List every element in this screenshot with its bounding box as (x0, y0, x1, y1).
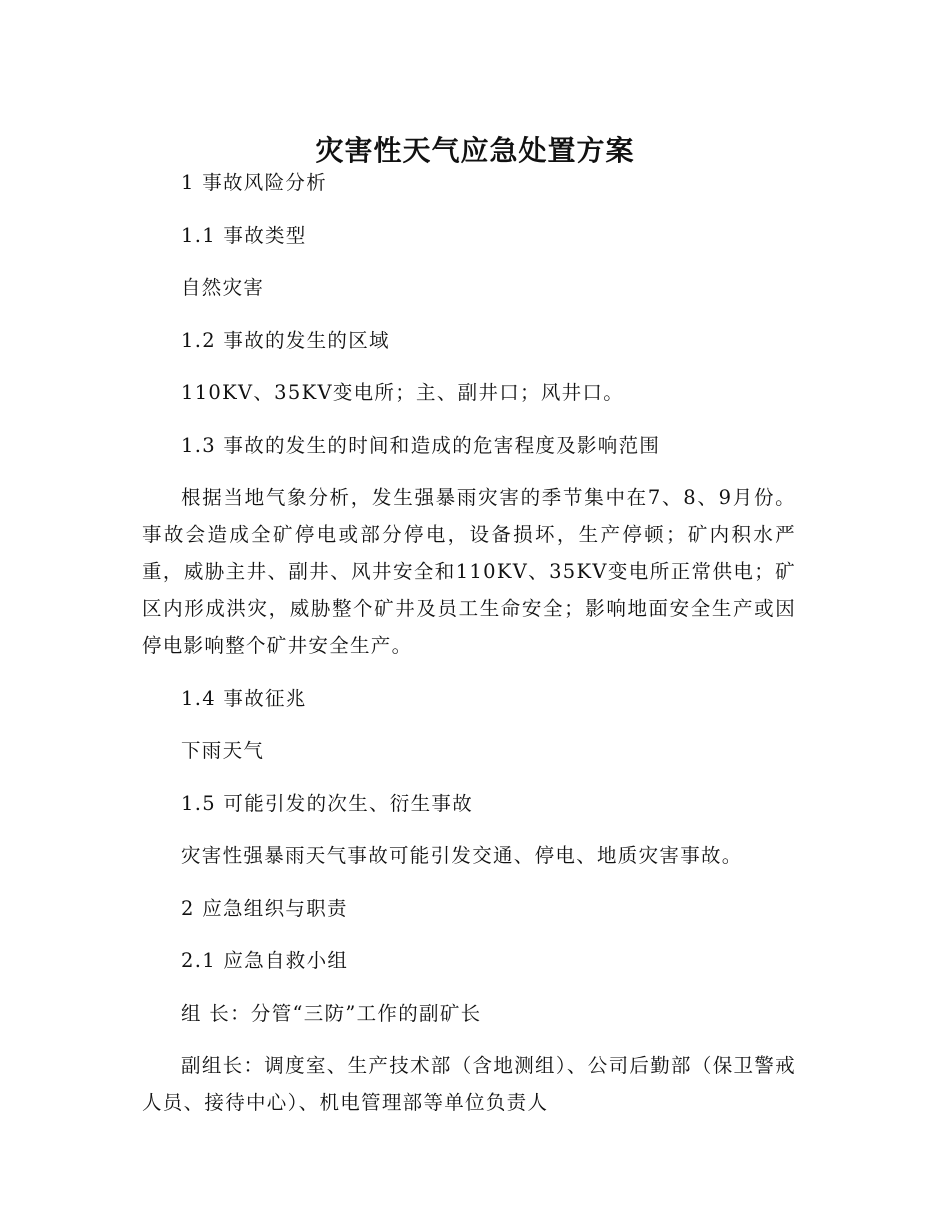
paragraph-hazard-scope: 根据当地气象分析，发生强暴雨灾害的季节集中在7、8、9月份。事故会造成全矿停电或部分停电，设备损坏，生产停顿；矿内积水严重，威胁主井、副井、风井安全和110KV、35KV变电所正常供电；矿区内形成洪灾，威胁整个矿井及员工生命安全；影响地面安全生产或因停电影响整个矿井安全生产。 (142, 486, 796, 657)
paragraph-deputy-leader: 副组长：调度室、生产技术部（含地测组）、公司后勤部（保卫警戒人员、接待中心）、机电管理部等单位负责人 (142, 1054, 796, 1114)
paragraph-accident-signs: 下雨天气 (181, 739, 265, 762)
paragraph-secondary-accidents: 灾害性强暴雨天气事故可能引发交通、停电、地质灾害事故。 (181, 844, 743, 867)
heading-1-4: 1.4 事故征兆 (181, 686, 307, 710)
paragraph-accident-area: 110KV、35KV变电所；主、副井口；风井口。 (181, 381, 625, 404)
heading-1-1: 1.1 事故类型 (181, 223, 307, 247)
heading-2: 2 应急组织与职责 (181, 896, 348, 920)
document-body (142, 164, 796, 1137)
heading-1-5: 1.5 可能引发的次生、衍生事故 (181, 791, 474, 815)
paragraph-team-leader: 组 长：分管“三防”工作的副矿长 (181, 1001, 482, 1025)
paragraph-accident-type: 自然灾害 (181, 276, 265, 299)
heading-1-2: 1.2 事故的发生的区域 (181, 328, 390, 352)
document-title: 灾害性天气应急处置方案 (315, 133, 635, 167)
heading-1-3: 1.3 事故的发生的时间和造成的危害程度及影响范围 (181, 433, 661, 457)
heading-2-1: 2.1 应急自救小组 (181, 949, 349, 972)
heading-1: 1 事故风险分析 (181, 171, 328, 194)
